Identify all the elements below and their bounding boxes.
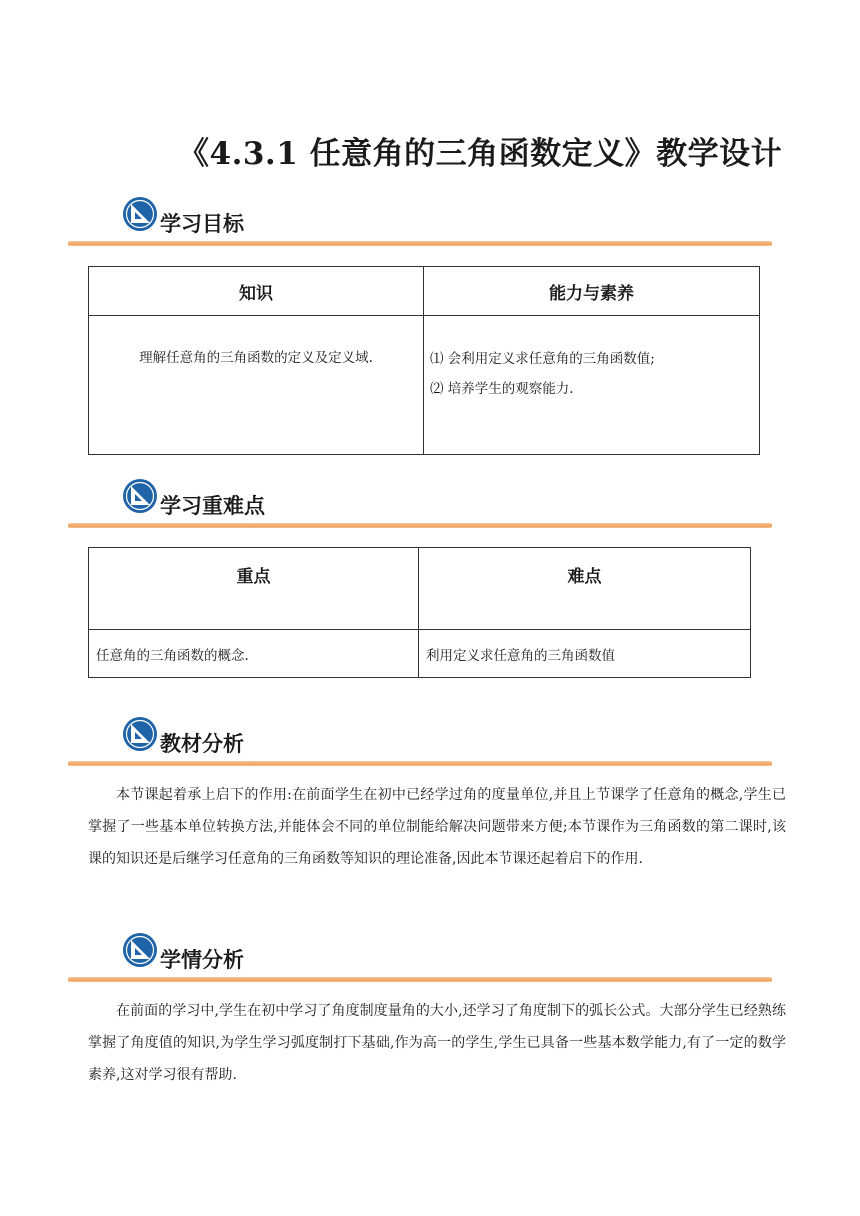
- cell-key: 任意角的三角函数的概念.: [89, 630, 419, 678]
- section-divider: [68, 241, 772, 246]
- table-header-row: [89, 548, 751, 630]
- section-heading: 教材分析: [160, 732, 244, 756]
- table-header-row: [89, 267, 760, 316]
- section-heading: 学习目标: [160, 212, 244, 236]
- section-heading: 学情分析: [160, 948, 244, 972]
- document-title: 《4.3.1 任意角的三角函数定义》教学设计: [178, 136, 783, 172]
- section-divider: [68, 977, 772, 982]
- header-knowledge: 知识: [89, 267, 424, 316]
- header-key: 重点: [89, 548, 419, 630]
- learners-paragraph: 在前面的学习中,学生在初中学习了角度制度量角的大小,还学习了角度制下的弧长公式。大部分学生已经熟练掌握了角度值的知识,为学生学习弧度制打下基础,作为高一的学生,学生已具备一些基本数学能力,有了一定的数学素养,这对学习很有帮助.: [88, 1003, 786, 1083]
- header-difficulty: 难点: [419, 548, 751, 630]
- cell-knowledge: 理解任意角的三角函数的定义及定义域.: [89, 316, 424, 455]
- triangle-ruler-icon: [122, 932, 158, 968]
- triangle-ruler-icon: [122, 478, 158, 514]
- triangle-ruler-icon: [122, 716, 158, 752]
- cell-difficulty: 利用定义求任意角的三角函数值: [419, 630, 751, 678]
- section-heading: 学习重难点: [160, 494, 265, 518]
- key-points-table: [88, 547, 751, 678]
- section-divider: [68, 523, 772, 528]
- goals-table: [88, 266, 760, 455]
- ability-item: ⑴ 会利用定义求任意角的三角函数值;: [430, 351, 655, 367]
- material-paragraph: 本节课起着承上启下的作用:在前面学生在初中已经学过角的度量单位,并且上节课学了任意角的概念,学生已掌握了一些基本单位转换方法,并能体会不同的单位制能给解决问题带来方便;本节课作为三角函数的第二课时,该课的知识还是后继学习任意角的三角函数等知识的理论准备,因此本节课还起着启下的作用.: [88, 787, 786, 867]
- section-goals: [68, 196, 772, 252]
- ability-item: ⑵ 培养学生的观察能力.: [430, 381, 574, 397]
- section-learners: [68, 932, 772, 988]
- table-row: [89, 630, 751, 678]
- table-row: [89, 316, 760, 455]
- section-divider: [68, 761, 772, 766]
- section-key-points: [68, 478, 772, 534]
- section-material: [68, 716, 772, 772]
- cell-abilities: [424, 316, 760, 455]
- triangle-ruler-icon: [122, 196, 158, 232]
- header-abilities: 能力与素养: [424, 267, 760, 316]
